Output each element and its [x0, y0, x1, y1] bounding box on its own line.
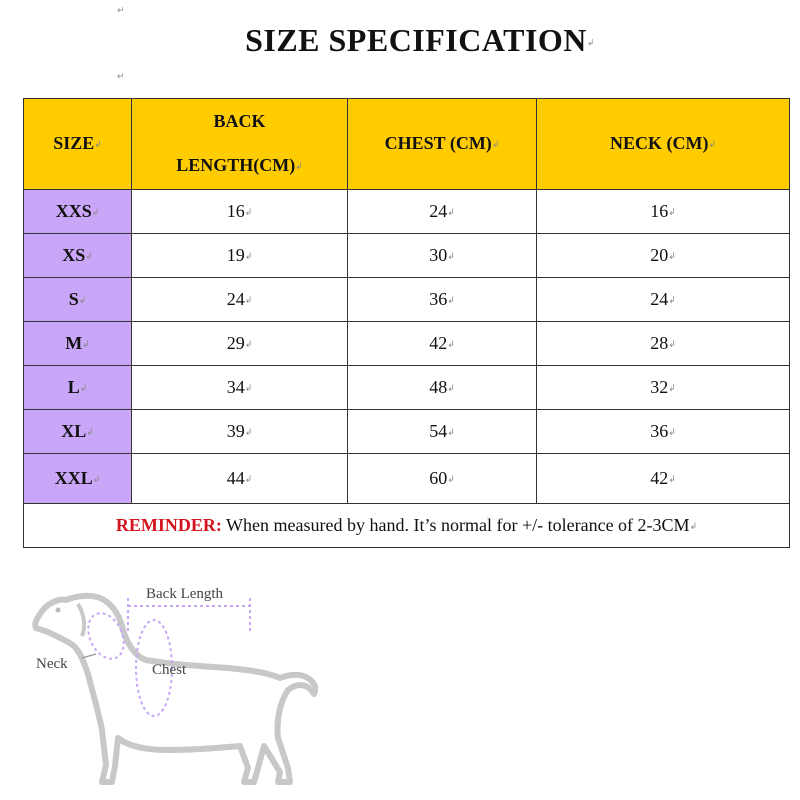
neck-arrow [82, 654, 96, 658]
dog-silhouette [35, 596, 316, 782]
chest-cell: 60↲ [348, 453, 537, 503]
chest-cell: 42↲ [348, 321, 537, 365]
neck-label: Neck [36, 656, 68, 672]
size-table [23, 98, 790, 548]
chest-cell: 36↲ [348, 277, 537, 321]
neck-cell: 24↲ [537, 277, 790, 321]
table-row [24, 277, 790, 321]
table-row [24, 453, 790, 503]
table-row [24, 321, 790, 365]
dog-ear [78, 604, 84, 636]
size-cell: XL↲ [24, 409, 132, 453]
neck-cell: 28↲ [537, 321, 790, 365]
neck-cell: 16↲ [537, 189, 790, 233]
back-length-cell: 34↲ [132, 365, 348, 409]
dog-measurement-diagram [18, 570, 318, 795]
neck-cell: 42↲ [537, 453, 790, 503]
size-cell: S↲ [24, 277, 132, 321]
title-text: SIZE SPECIFICATION [245, 22, 587, 58]
size-cell: M↲ [24, 321, 132, 365]
chest-cell: 48↲ [348, 365, 537, 409]
neck-cell: 20↲ [537, 233, 790, 277]
table-row [24, 233, 790, 277]
page-title [0, 22, 800, 59]
back-length-cell: 39↲ [132, 409, 348, 453]
header-size: SIZE↲ [24, 99, 132, 190]
back-length-cell: 24↲ [132, 277, 348, 321]
header-back-length: BACK LENGTH(CM)↲ [132, 99, 348, 190]
header-chest: CHEST (CM)↲ [348, 99, 537, 190]
title-mark: ↲ [586, 38, 595, 49]
table-row [24, 365, 790, 409]
header-neck: NECK (CM)↲ [537, 99, 790, 190]
back-length-cell: 16↲ [132, 189, 348, 233]
size-cell: XXS↲ [24, 189, 132, 233]
table-row [24, 189, 790, 233]
reminder-label: REMINDER: [115, 514, 222, 535]
chest-cell: 30↲ [348, 233, 537, 277]
chest-cell: 54↲ [348, 409, 537, 453]
dog-eye [56, 608, 61, 613]
table-row [24, 409, 790, 453]
reminder-text: When measured by hand. It’s normal for +/- tolerance of 2-3CM [221, 514, 690, 535]
chest-cell: 24↲ [348, 189, 537, 233]
size-cell: XXL↲ [24, 453, 132, 503]
back-length-cell: 44↲ [132, 453, 348, 503]
back-length-label: Back Length [146, 586, 224, 602]
chest-label: Chest [152, 662, 187, 678]
paragraph-mark: ↵ [117, 72, 125, 82]
reminder-cell: REMINDER: When measured by hand. It’s normal for +/- tolerance of 2-3CM↲ [24, 503, 790, 547]
paragraph-mark: ↵ [117, 6, 125, 16]
back-length-cell: 19↲ [132, 233, 348, 277]
neck-cell: 32↲ [537, 365, 790, 409]
size-cell: XS↲ [24, 233, 132, 277]
header-row [24, 99, 790, 190]
reminder-row [24, 503, 790, 547]
back-length-cell: 29↲ [132, 321, 348, 365]
neck-cell: 36↲ [537, 409, 790, 453]
size-cell: L↲ [24, 365, 132, 409]
